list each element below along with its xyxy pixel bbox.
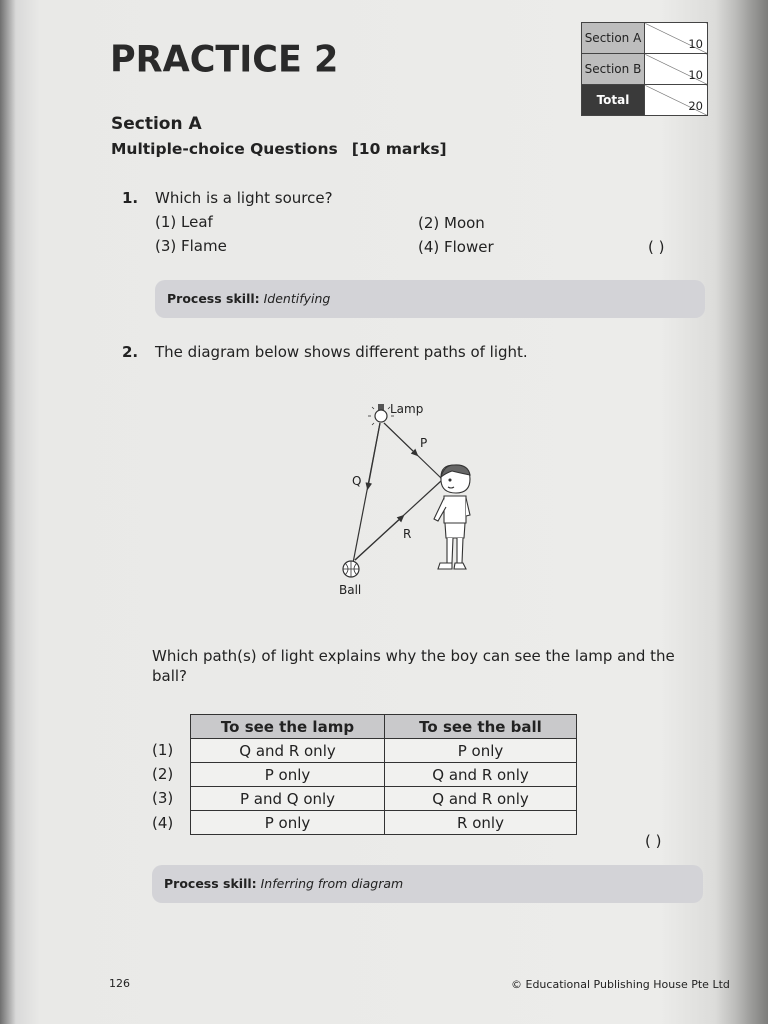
- table-header-row: [191, 715, 577, 739]
- table-cell-lamp: P and Q only: [191, 787, 385, 811]
- path-p-arrow: [384, 423, 416, 454]
- q2-process-skill: [152, 865, 703, 903]
- section-marks: [10 marks]: [351, 140, 447, 158]
- skill-label: Process skill:: [164, 876, 257, 891]
- score-table: [581, 22, 708, 116]
- q2-answer-bracket[interactable]: ( ): [645, 832, 662, 850]
- score-max: 10: [688, 68, 703, 82]
- table-row[interactable]: [191, 787, 577, 811]
- question-2-number: 2.: [122, 343, 139, 361]
- path-q-arrow: [368, 423, 380, 487]
- option-number-1[interactable]: (1): [152, 741, 174, 759]
- table-cell-ball: P only: [385, 739, 577, 763]
- path-q-label: Q: [352, 474, 362, 488]
- table-cell-lamp: P only: [191, 763, 385, 787]
- option-number-2[interactable]: (2): [152, 765, 174, 783]
- lamp-label: Lamp: [390, 402, 424, 416]
- section-subtitle: Multiple-choice Questions: [111, 140, 338, 158]
- page-title: PRACTICE 2: [110, 39, 339, 81]
- table-cell-ball: R only: [385, 811, 577, 835]
- score-label: Total: [582, 85, 645, 116]
- answer-options-table: [190, 714, 577, 835]
- score-row-section-a: [582, 23, 708, 54]
- score-value: [645, 23, 708, 54]
- question-2-prompt-line-1: Which path(s) of light explains why the boy can see the lamp and the: [152, 647, 675, 665]
- page-number: 126: [109, 977, 130, 990]
- table-cell-ball: Q and R only: [385, 787, 577, 811]
- score-value: [645, 85, 708, 116]
- score-row-total: [582, 85, 708, 116]
- skill-value: Inferring from diagram: [260, 876, 404, 891]
- section-heading: Section A: [111, 114, 202, 134]
- question-2-prompt-line-2: ball?: [152, 667, 188, 685]
- table-cell-lamp: P only: [191, 811, 385, 835]
- score-value: [645, 54, 708, 85]
- score-row-section-b: [582, 54, 708, 85]
- q1-option-1[interactable]: (1) Leaf: [155, 213, 213, 231]
- boy-icon: [434, 465, 470, 569]
- copyright-notice: © Educational Publishing House Pte Ltd: [511, 978, 730, 991]
- score-label: Section B: [582, 54, 645, 85]
- path-p-label: P: [420, 436, 428, 450]
- q1-option-2[interactable]: (2) Moon: [418, 214, 485, 232]
- question-1-number: 1.: [122, 189, 139, 207]
- option-number-4[interactable]: (4): [152, 814, 174, 832]
- path-r-arrow: [355, 517, 402, 560]
- skill-value: Identifying: [263, 291, 331, 306]
- table-row[interactable]: [191, 739, 577, 763]
- question-1-text: Which is a light source?: [155, 189, 333, 207]
- section-subheading: [111, 140, 447, 158]
- q1-process-skill: [155, 280, 705, 318]
- table-row[interactable]: [191, 811, 577, 835]
- table-row[interactable]: [191, 763, 577, 787]
- table-cell-ball: Q and R only: [385, 763, 577, 787]
- option-number-3[interactable]: (3): [152, 789, 174, 807]
- column-header-lamp: To see the lamp: [191, 715, 385, 739]
- score-max: 10: [688, 37, 703, 51]
- light-paths-diagram: [320, 395, 480, 605]
- q1-option-4[interactable]: (4) Flower: [418, 238, 494, 256]
- table-cell-lamp: Q and R only: [191, 739, 385, 763]
- q1-option-3[interactable]: (3) Flame: [155, 237, 227, 255]
- question-2-text: The diagram below shows different paths of light.: [155, 343, 528, 361]
- score-label: Section A: [582, 23, 645, 54]
- ball-label: Ball: [339, 583, 362, 597]
- column-header-ball: To see the ball: [385, 715, 577, 739]
- path-r-label: R: [403, 527, 412, 541]
- skill-label: Process skill:: [167, 291, 260, 306]
- ball-icon: [343, 561, 359, 577]
- q1-answer-bracket[interactable]: ( ): [648, 238, 665, 256]
- score-max: 20: [688, 99, 703, 113]
